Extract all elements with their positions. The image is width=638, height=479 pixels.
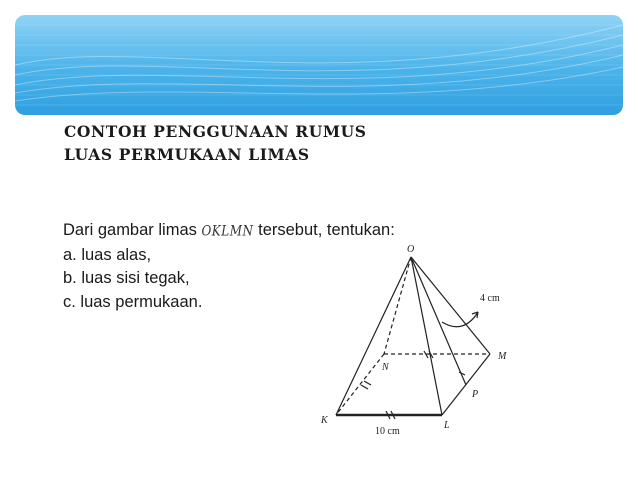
item-c: c. luas permukaan. (63, 292, 203, 311)
label-height: 4 cm (480, 293, 500, 304)
item-b: b. luas sisi tegak, (63, 269, 190, 287)
edge-OL (411, 257, 442, 415)
label-M: M (498, 351, 507, 362)
item-a: a. luas alas, (63, 245, 152, 264)
label-N: N (382, 362, 389, 373)
label-K: K (321, 415, 328, 426)
intro-prefix: Dari gambar limas (63, 221, 197, 239)
slide-title-line-2: LUAS PERMUKAAN LIMAS (64, 145, 310, 164)
label-P: P (472, 389, 479, 400)
edge-OM (411, 257, 490, 354)
slide-title-line-1: CONTOH PENGGUNAAN RUMUS (64, 122, 367, 141)
edge-LM (442, 354, 490, 415)
label-base: 10 cm (375, 426, 400, 437)
intro-suffix: tersebut, tentukan: (258, 221, 395, 239)
edge-OK (336, 257, 411, 415)
label-L: L (444, 420, 450, 431)
pyramid-name: OKLMN (201, 222, 254, 239)
edge-OP (411, 257, 466, 385)
label-O: O (407, 244, 415, 255)
